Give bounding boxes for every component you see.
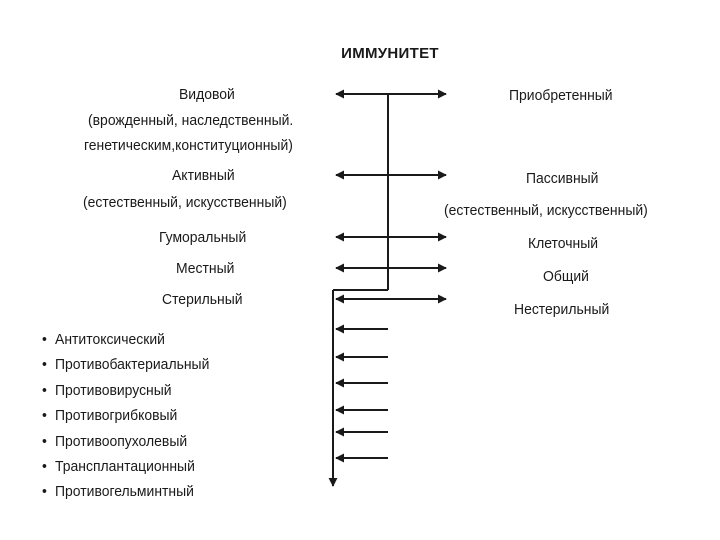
type-label: Противогельминтный bbox=[55, 483, 194, 501]
label-species: Видовой bbox=[179, 86, 235, 103]
bullet: • bbox=[42, 458, 47, 476]
label-species-desc-2: генетическим,конституционный) bbox=[84, 137, 293, 154]
label-local: Местный bbox=[176, 260, 235, 277]
type-label: Противобактериальный bbox=[55, 356, 210, 374]
label-general: Общий bbox=[543, 268, 589, 285]
immunity-types-list bbox=[42, 327, 222, 505]
bullet: • bbox=[42, 432, 47, 450]
list-item bbox=[42, 454, 209, 479]
type-label: Антитоксический bbox=[55, 331, 165, 348]
list-item bbox=[42, 479, 209, 504]
label-active: Активный bbox=[172, 167, 235, 184]
type-label: Противоопухолевый bbox=[55, 432, 188, 450]
type-label: Трансплантационный bbox=[55, 458, 195, 476]
bullet: • bbox=[42, 483, 47, 501]
label-species-desc-1: (врожденный, наследственный. bbox=[88, 112, 294, 129]
label-passive-desc: (естественный, искусственный) bbox=[444, 202, 648, 219]
label-acquired: Приобретенный bbox=[509, 87, 613, 104]
list-item bbox=[42, 403, 209, 428]
label-passive: Пассивный bbox=[526, 170, 599, 187]
list-item bbox=[42, 327, 209, 352]
bullet: • bbox=[42, 381, 47, 399]
label-active-desc: (естественный, искусственный) bbox=[83, 194, 287, 211]
bullet: • bbox=[42, 407, 47, 425]
diagram-title: ИММУНИТЕТ bbox=[341, 45, 439, 62]
label-sterile: Стерильный bbox=[162, 291, 243, 308]
list-item bbox=[42, 352, 209, 377]
bullet: • bbox=[42, 331, 47, 348]
bullet: • bbox=[42, 356, 47, 374]
type-label: Противогрибковый bbox=[55, 407, 178, 425]
list-item bbox=[42, 378, 209, 403]
label-cellular: Клеточный bbox=[528, 235, 599, 252]
label-humoral: Гуморальный bbox=[159, 229, 247, 246]
label-nonsterile: Нестерильный bbox=[514, 301, 610, 318]
type-label: Противовирусный bbox=[55, 381, 172, 399]
list-item bbox=[42, 429, 209, 454]
